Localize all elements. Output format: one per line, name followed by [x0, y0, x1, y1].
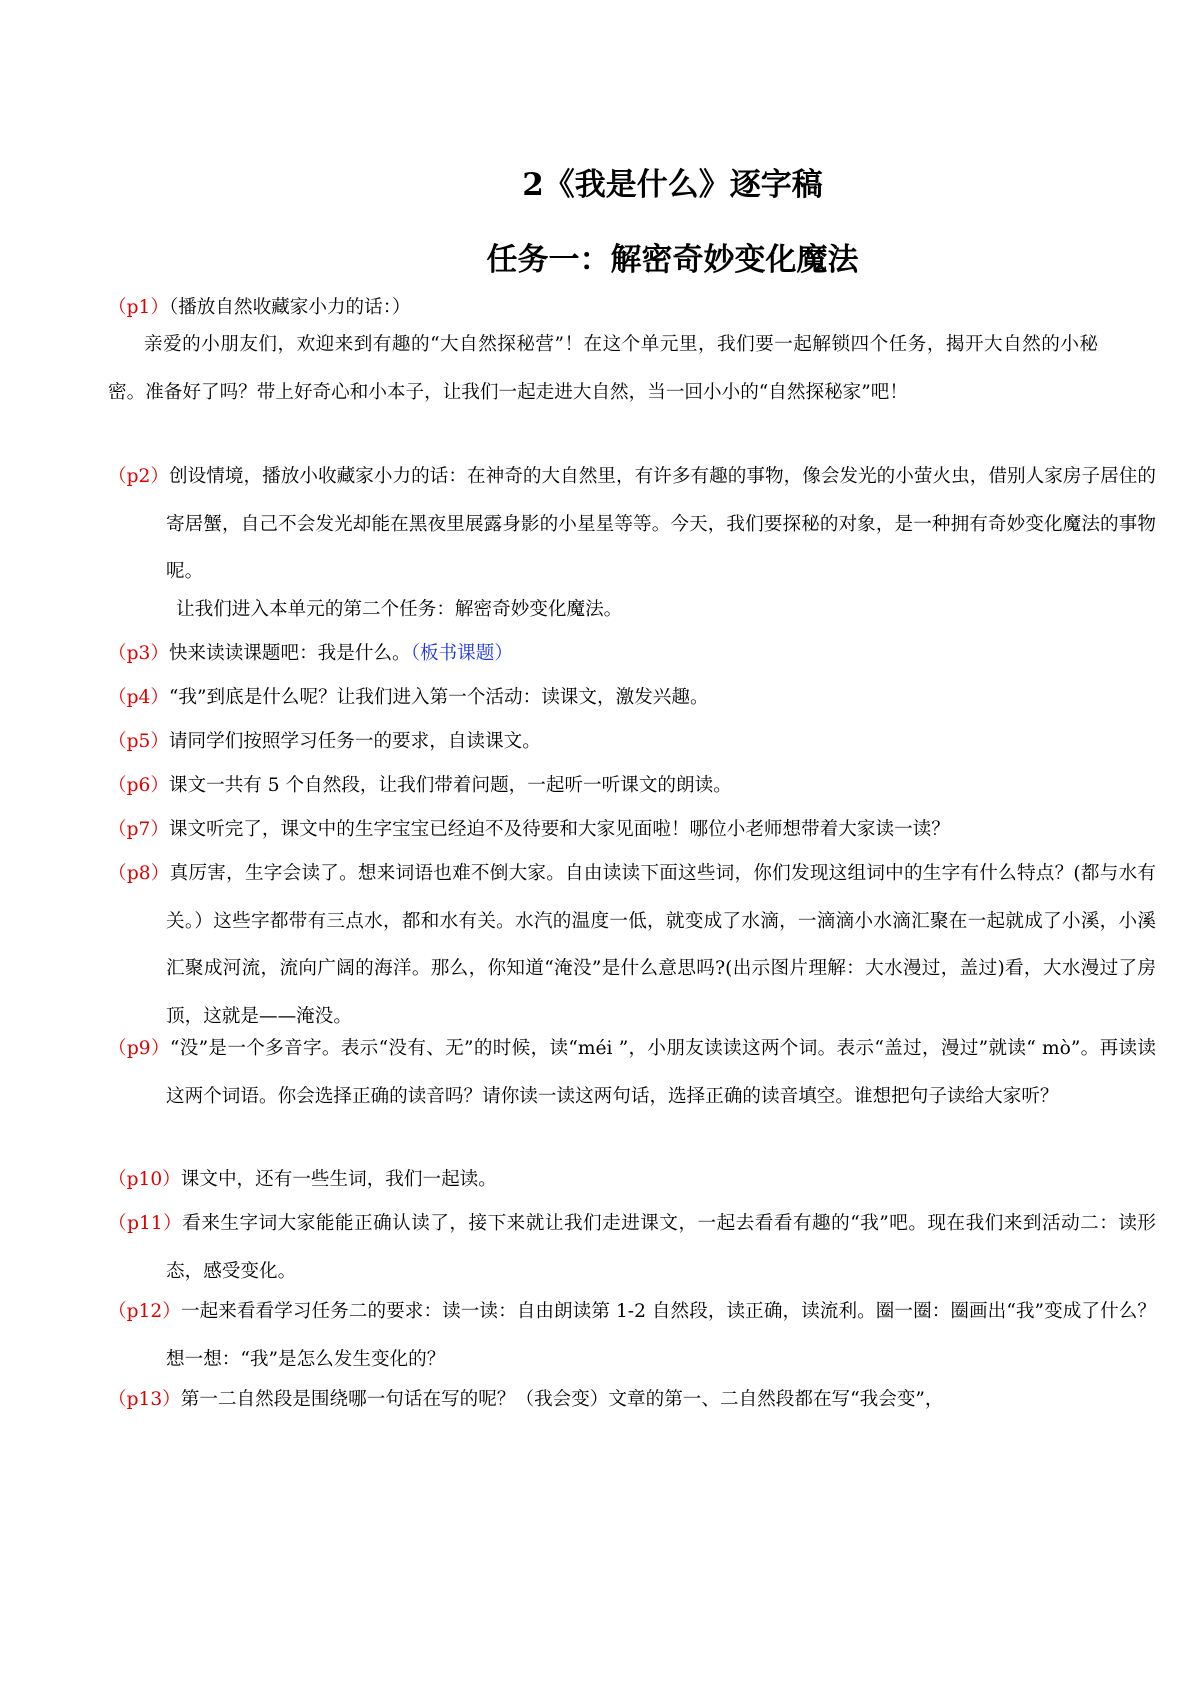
paragraph-p5	[108, 718, 1098, 766]
paragraph-text: 快来读读课题吧：我是什么。	[168, 643, 411, 664]
paragraph-text: 让我们进入本单元的第二个任务：解密奇妙变化魔法。	[176, 599, 623, 620]
paragraph-tag: （p2）	[108, 466, 170, 487]
paragraph-tag: （p6）	[108, 775, 169, 796]
paragraph-text: 看来生字词大家能能正确认读了，接下来就让我们走进课文，一起去看看有趣的“我”吧。现在我们来到活动二：读形态，感受变化。	[166, 1213, 1157, 1282]
paragraph-tag: （p3）	[108, 643, 169, 664]
paragraph-text: 亲爱的小朋友们，欢迎来到有趣的“大自然探秘营”！在这个单元里，我们要一起解锁四个任务，揭开大自然的小秘密。准备好了吗？带上好奇心和小本子，让我们一起走进大自然，当一回小小的“自然探秘家”吧！	[108, 334, 1098, 403]
paragraph-text: 第一二自然段是围绕哪一句话在写的呢？（我会变）文章的第一、二自然段都在写“我会变”，	[180, 1389, 944, 1410]
paragraph-intro	[108, 321, 1098, 416]
paragraph-p11	[108, 1200, 1156, 1295]
paragraph-p4	[108, 674, 1098, 722]
paragraph-text: （播放自然收藏家小力的话：）	[168, 297, 411, 318]
task-heading: 任务一：解密奇妙变化魔法	[486, 242, 859, 278]
paragraph-tag: （p13）	[108, 1389, 181, 1410]
document-title: 2《我是什么》逐字稿	[522, 167, 823, 203]
paragraph-p13	[108, 1376, 1098, 1424]
paragraph-text: “没”是一个多音字。表示“没有、无”的时候，读“méi ”，小朋友读读这两个词。表示“盖过，漫过”就读“ mò”。再读读这两个词语。你会选择正确的读音吗？请你读一读这两句话，选择正确的读音填空。谁想把句子读给大家听？	[166, 1038, 1157, 1107]
paragraph-p9	[108, 1025, 1156, 1120]
paragraph-p12	[108, 1288, 1156, 1383]
paragraph-p2	[108, 453, 1156, 596]
paragraph-tag: （p11）	[108, 1213, 183, 1234]
paragraph-tag: （p1）	[108, 297, 169, 318]
paragraph-text: 请同学们按照学习任务一的要求，自读课文。	[168, 731, 541, 752]
paragraph-tag: （p12）	[108, 1301, 181, 1322]
paragraph-text: 创设情境，播放小收藏家小力的话：在神奇的大自然里，有许多有趣的事物，像会发光的小萤火虫，借别人家房子居住的寄居蟹，自己不会发光却能在黑夜里展露身影的小星星等等。今天，我们要探秘的对象，是一种拥有奇妙变化魔法的事物呢。	[166, 466, 1156, 582]
paragraph-text: 课文一共有 5 个自然段，让我们带着问题，一起听一听课文的朗读。	[168, 775, 732, 796]
board-note: （板书课题）	[410, 643, 513, 664]
paragraph-p3	[108, 630, 1098, 678]
paragraph-tag: （p8）	[108, 863, 170, 884]
paragraph-p10	[108, 1156, 1098, 1204]
paragraph-text: “我”到底是什么呢？让我们进入第一个活动：读课文，激发兴趣。	[168, 687, 709, 708]
paragraph-text: 一起来看看学习任务二的要求：读一读：自由朗读第 1-2 自然段，读正确，读流利。圈一圈：圈画出“我”变成了什么？想一想：“我”是怎么发生变化的？	[166, 1301, 1156, 1370]
paragraph-p7	[108, 806, 1098, 854]
paragraph-tag: （p4）	[108, 687, 169, 708]
paragraph-task-intro	[108, 586, 1166, 634]
paragraph-tag: （p10）	[108, 1169, 181, 1190]
paragraph-text: 真厉害，生字会读了。想来词语也难不倒大家。自由读读下面这些词，你们发现这组词中的生字有什么特点？(都与水有关。）这些字都带有三点水，都和水有关。水汽的温度一低，就变成了水滴，一滴滴小水滴汇聚在一起就成了小溪，小溪汇聚成河流，流向广阔的海洋。那么，你知道“淹没”是什么意思吗?(出示图片理解：大水漫过，盖过)看，大水漫过了房顶，这就是——淹没。	[166, 863, 1157, 1027]
paragraph-tag: （p5）	[108, 731, 169, 752]
paragraph-tag: （p9）	[108, 1038, 170, 1059]
paragraph-text: 课文中，还有一些生词，我们一起读。	[180, 1169, 497, 1190]
paragraph-p6	[108, 762, 1098, 810]
paragraph-text: 课文听完了，课文中的生字宝宝已经迫不及待要和大家见面啦！哪位小老师想带着大家读一读？	[168, 819, 950, 840]
paragraph-p8	[108, 850, 1156, 1040]
paragraph-tag: （p7）	[108, 819, 169, 840]
